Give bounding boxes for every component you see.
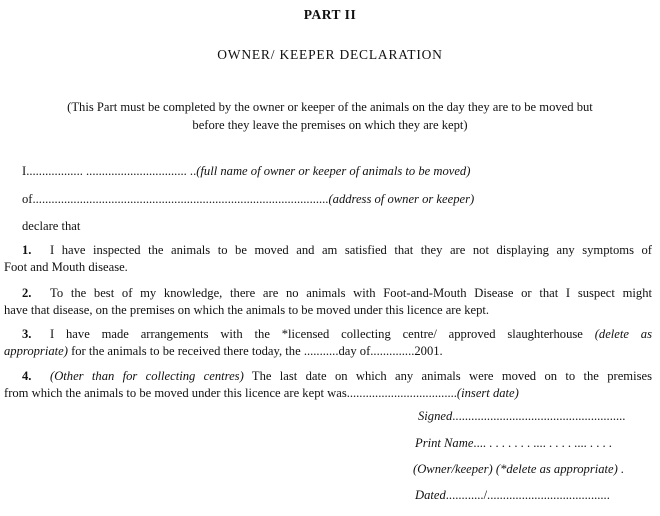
item-3-number: 3. (22, 327, 32, 341)
item-1-line-2: Foot and Mouth disease. (4, 260, 128, 274)
print-name-label: Print Name (415, 436, 474, 450)
item-4-line-2a: from which the animals to be moved under this licence are kept was................................... (4, 386, 457, 400)
print-name-field[interactable] (415, 435, 612, 451)
address-prefix: of (22, 192, 33, 206)
declaration-title: OWNER/ KEEPER DECLARATION (217, 47, 443, 62)
owner-keeper-role: (Owner/keeper) (*delete as appropriate) . (413, 462, 625, 476)
intro-line-2: before they leave the premises on which they are kept) (192, 118, 468, 132)
declare-text: declare that (22, 219, 81, 233)
item-3-line-1a: I have made arrangements with the *licensed collecting centre/ approved slaughterhouse (50, 327, 583, 341)
item-2-line-2: have that disease, on the premises on which the animals to be moved under this licence are kept. (4, 303, 490, 317)
declaration-item-4 (4, 368, 652, 402)
part-heading: PART II (303, 7, 357, 22)
address-dots[interactable]: .............................................................................................. (32, 192, 329, 206)
name-hint: (full name of owner or keeper of animals to be moved) (196, 164, 471, 178)
name-dots[interactable]: .................. ................................ .. (26, 164, 197, 178)
intro-note (0, 98, 660, 134)
print-name-dots[interactable]: .... . . . . . . . .... . . . . .... . . . . (473, 436, 612, 450)
item-4-number: 4. (22, 369, 32, 383)
declaration-item-1 (4, 242, 652, 276)
dated-field[interactable] (415, 487, 610, 503)
item-4-line-2b: (insert date) (456, 386, 519, 400)
name-prefix: I (22, 164, 27, 178)
dated-label: Dated (415, 488, 446, 502)
dated-dots[interactable]: ............/....................................... (445, 488, 610, 502)
item-3-line-2b: for the animals to be received there today, the ...........day of..............2001. (71, 344, 443, 358)
item-1-number: 1. (22, 243, 32, 257)
item-3-line-2a: appropriate) (4, 344, 68, 358)
item-2-number: 2. (22, 286, 32, 300)
signed-label: Signed (418, 409, 453, 423)
intro-line-1: (This Part must be completed by the owner or keeper of the animals on the day they are to be moved but (67, 100, 593, 114)
item-2-line-1: To the best of my knowledge, there are no animals with Foot-and-Mouth Disease or that I suspect might (50, 286, 652, 300)
declaration-item-2 (4, 285, 652, 319)
item-4-line-1a: (Other than for collecting centres) (50, 369, 244, 383)
address-hint: (address of owner or keeper) (328, 192, 475, 206)
item-3-line-1b: (delete as (594, 327, 652, 341)
declaration-item-3 (4, 326, 652, 360)
item-1-line-1: I have inspected the animals to be moved and am satisfied that they are not displaying any symptoms of (50, 243, 652, 257)
name-field[interactable] (22, 163, 470, 179)
item-4-line-1b: The last date on which any animals were moved on to the premises (251, 369, 652, 383)
signed-field[interactable] (418, 408, 625, 424)
signed-dots[interactable]: ....................................................... (452, 409, 626, 423)
address-field[interactable] (22, 191, 474, 207)
